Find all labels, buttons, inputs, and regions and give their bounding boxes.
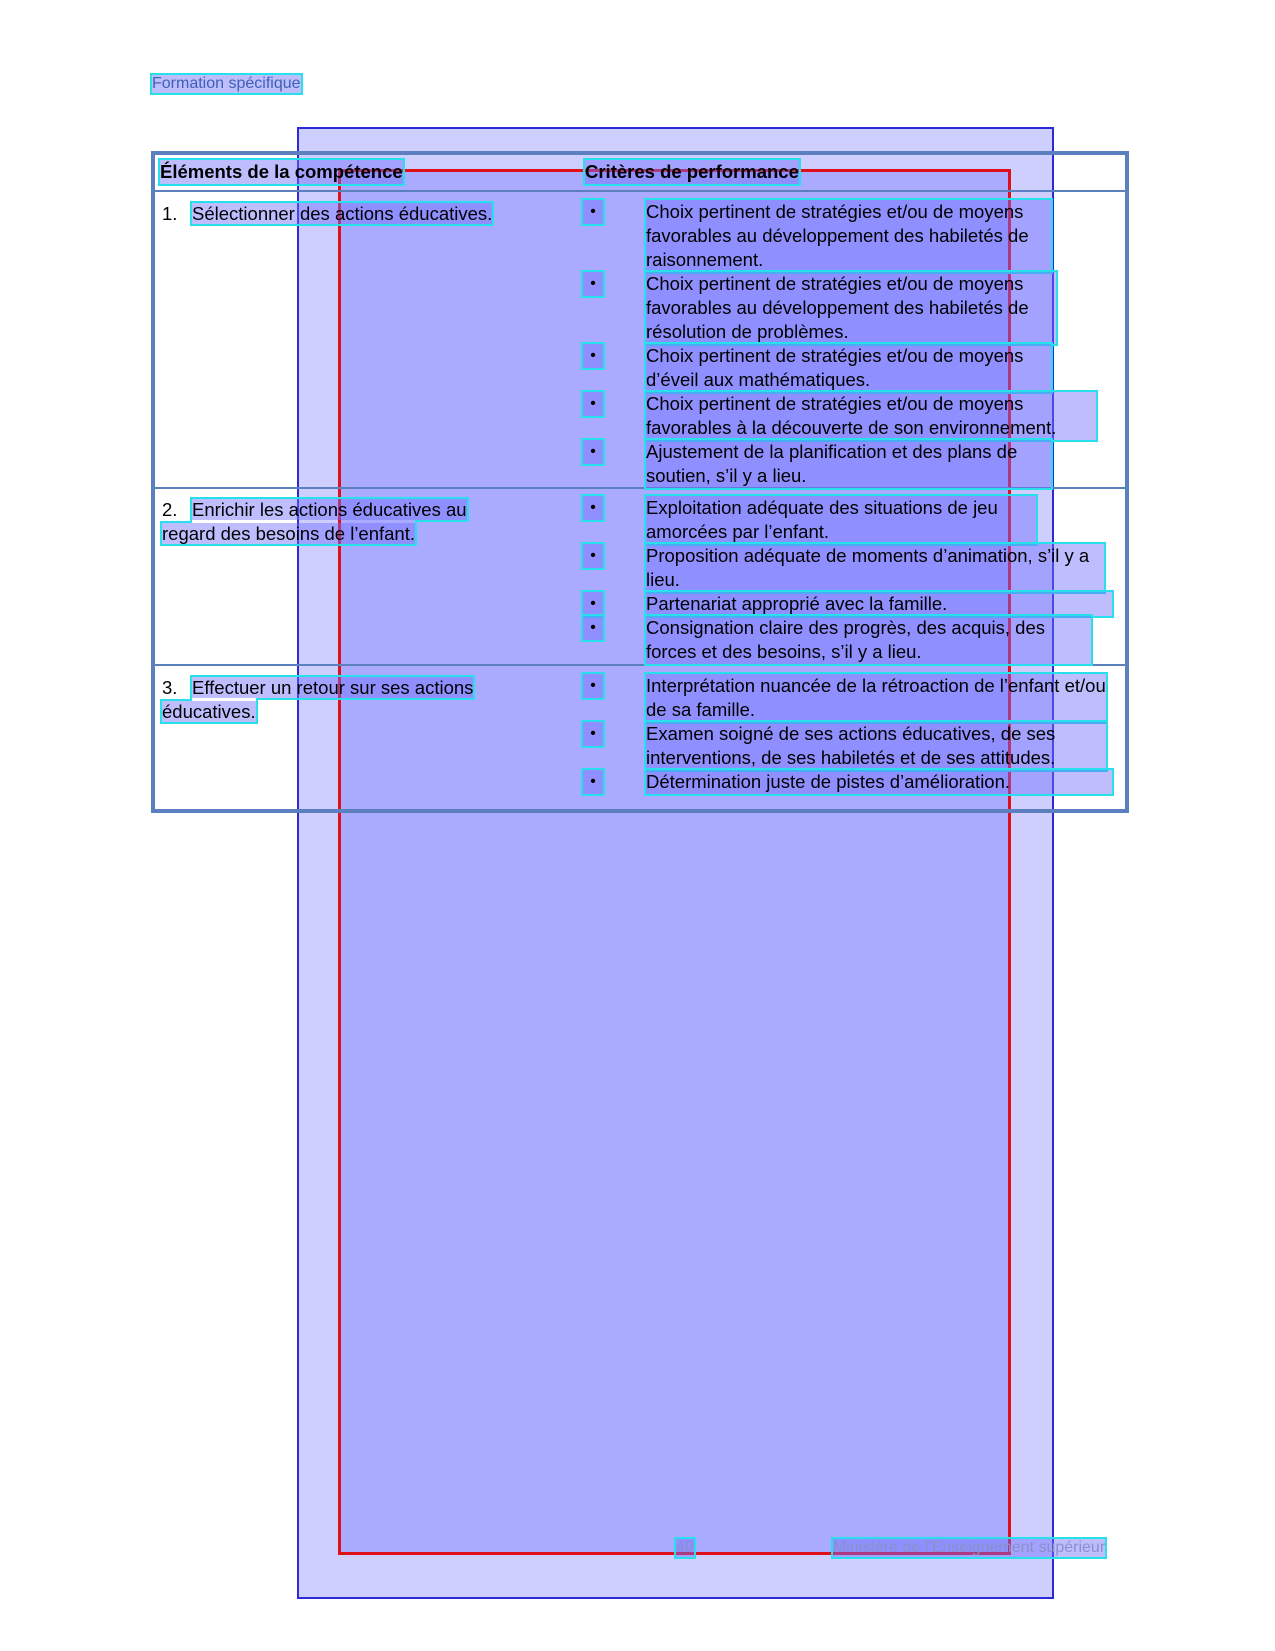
bullet-icon: • (583, 770, 603, 794)
table-header-divider (151, 190, 1129, 192)
element-number: 2. (162, 499, 178, 520)
criterion-item: Ajustement de la planification et des plans de soutien, s’il y a lieu. (646, 440, 1051, 488)
bullet-icon: • (583, 722, 603, 746)
element-text: Sélectionner des actions éducatives. (192, 203, 493, 224)
element-text: Enrichir les actions éducatives au regard des besoins de l’enfant. (162, 499, 467, 544)
column-header-criteria: Critères de performance (585, 161, 799, 182)
criterion-item: Choix pertinent de stratégies et/ou de moyens favorables à la découverte de son environnement. (646, 392, 1096, 440)
bullet-icon: • (583, 544, 603, 568)
table-row (162, 202, 542, 226)
bullet-icon: • (583, 392, 603, 416)
table-row (162, 498, 522, 546)
criterion-item: Interprétation nuancée de la rétroaction de l’enfant et/ou de sa famille. (646, 675, 1106, 720)
bullet-icon: • (583, 616, 603, 640)
bullet-icon: • (583, 344, 603, 368)
element-number: 3. (162, 677, 178, 698)
footer-ministry: Ministère de l’Enseignement supérieur (833, 1539, 1106, 1556)
criterion-item: Partenariat approprié avec la famille. (646, 592, 1112, 616)
element-text: Effectuer un retour sur ses actions éducatives. (162, 677, 474, 722)
bullet-icon: • (583, 592, 603, 616)
bullet-icon: • (583, 496, 603, 520)
bullet-icon: • (583, 272, 603, 296)
table-row-divider (151, 664, 1129, 666)
bullet-icon: • (583, 440, 603, 464)
bullet-icon: • (583, 674, 603, 698)
criterion-item: Choix pertinent de stratégies et/ou de moyens favorables au développement des habiletés de résolution de problèmes. (646, 272, 1056, 344)
criterion-item: Examen soigné de ses actions éducatives, de ses interventions, de ses habiletés et de ses attitudes. (646, 722, 1106, 770)
criterion-item: Proposition adéquate de moments d’animation, s’il y a lieu. (646, 544, 1104, 592)
criterion-item: Choix pertinent de stratégies et/ou de moyens favorables au développement des habiletés de raisonnement. (646, 200, 1051, 272)
element-number: 1. (162, 203, 178, 224)
criterion-item: Consignation claire des progrès, des acquis, des forces et des besoins, s’il y a lieu. (646, 616, 1091, 664)
page-header-title: Formation spécifique (152, 75, 301, 92)
bullet-icon: • (583, 200, 603, 224)
column-header-elements: Éléments de la compétence (160, 161, 403, 182)
criterion-item: Détermination juste de pistes d’amélioration. (646, 770, 1112, 794)
page-number: 49 (676, 1539, 694, 1556)
criterion-item: Exploitation adéquate des situations de jeu amorcées par l’enfant. (646, 496, 1036, 544)
table-row (162, 676, 522, 724)
criterion-item: Choix pertinent de stratégies et/ou de moyens d’éveil aux mathématiques. (646, 344, 1051, 392)
